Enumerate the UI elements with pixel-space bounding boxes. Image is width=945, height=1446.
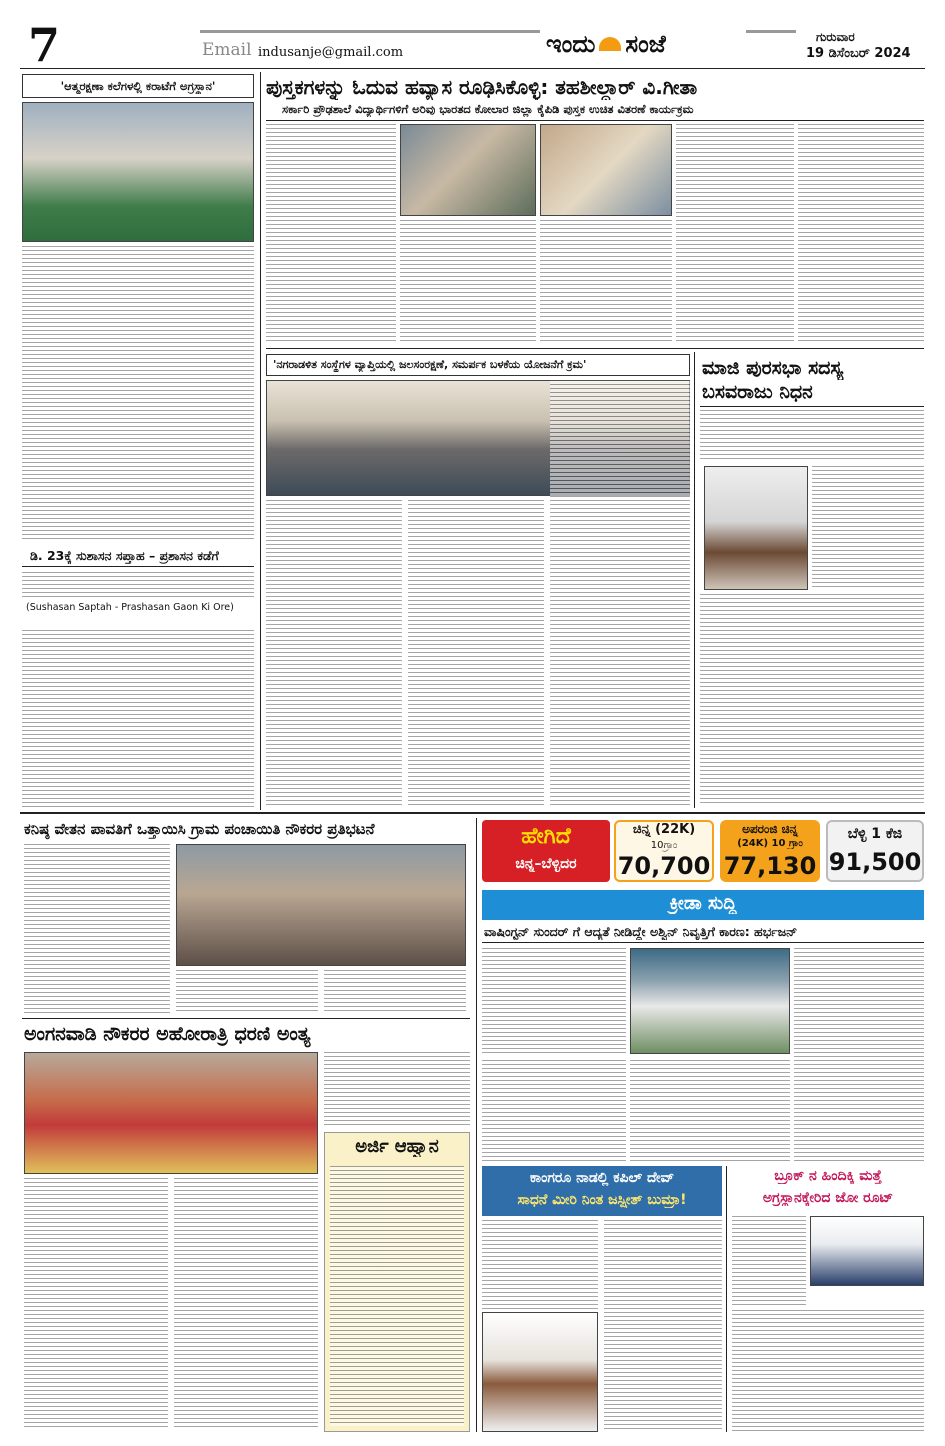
rates-title-2: ಚಿನ್ನ–ಬೆಳ್ಳಿದರ bbox=[515, 856, 577, 872]
date: 19 ಡಿಸೆಂಬರ್ 2024 bbox=[806, 46, 911, 61]
obituary-text-top bbox=[700, 410, 924, 462]
panchayat-col-2 bbox=[176, 970, 318, 1014]
sports-photo bbox=[630, 948, 790, 1054]
column-divider-1 bbox=[260, 72, 261, 810]
panchayat-col-3 bbox=[324, 970, 466, 1014]
books-col-1 bbox=[266, 124, 396, 250]
sports-col-1 bbox=[482, 948, 626, 1056]
root-headline-1: ಬ್ರೂಕ್ ನ ಹಿಂದಿಕ್ಕಿ ಮತ್ತೆ bbox=[774, 1168, 882, 1184]
sushasan-rule bbox=[22, 566, 254, 567]
bumrah-photo bbox=[482, 1312, 598, 1432]
anganwadi-col-1 bbox=[24, 1178, 168, 1430]
email-address[interactable]: indusanje@gmail.com bbox=[258, 45, 404, 60]
books-bottom-rule bbox=[266, 348, 924, 349]
obituary-text-side bbox=[812, 466, 924, 590]
urban-headline: 'ನಗರಾಡಳಿತ ಸಂಸ್ಥೆಗಳ ವ್ಯಾಪ್ತಿಯಲ್ಲಿ ಜಲಸಂರಕ್ಷಣೆ, ಸಮರ್ಪಕ ಬಳಕೆಯ ಯೋಜನೆಗೆ ಕ್ರಮ' bbox=[273, 358, 587, 371]
urban-col-1 bbox=[266, 500, 402, 806]
books-col-2 bbox=[266, 252, 396, 344]
email-label: Email bbox=[202, 40, 252, 60]
weekday: ಗುರುವಾರ bbox=[816, 30, 855, 44]
column-divider-4 bbox=[726, 1166, 727, 1432]
panchayat-col-1 bbox=[24, 844, 170, 1014]
gold24-label: ಅಪರಂಜಿ ಚಿನ್ನ bbox=[742, 822, 798, 836]
obituary-text-bottom bbox=[700, 594, 924, 806]
sushasan-english: (Sushasan Saptah - Prashasan Gaon Ki Ore) bbox=[26, 602, 234, 613]
masthead-rule-left bbox=[200, 30, 540, 33]
gold24-sublabel: (24K) 10 ಗ್ರಾಂ bbox=[737, 838, 803, 849]
sports-headline: ವಾಷಿಂಗ್ಟನ್ ಸುಂದರ್ ಗೆ ಆದ್ಯತೆ ನೀಡಿದ್ದೇ ಅಶ್ವಿನ್ ನಿವೃತ್ತಿಗೆ ಕಾರಣ: ಹರ್ಭಜನ್ bbox=[484, 924, 798, 939]
paper-logo bbox=[546, 24, 742, 64]
urban-col-2 bbox=[408, 500, 544, 806]
obituary-headline-2: ಬಸವರಾಜು ನಿಧನ bbox=[702, 381, 813, 403]
gold22-unit: 10ಗ್ರಾಂ bbox=[650, 840, 678, 851]
sports-rule bbox=[482, 942, 924, 943]
karate-headline-box bbox=[22, 74, 254, 98]
section-rule-middle bbox=[20, 812, 925, 814]
paper-name-right: ಸಂಜೆ bbox=[625, 30, 666, 58]
silver-value: 91,500 bbox=[828, 848, 922, 876]
sushasan-headline: ಡಿ. 23ಕ್ಕೆ ಸುಶಾಸನ ಸಪ್ತಾಹ – ಪ್ರಶಾಸನ ಕಡೆಗೆ bbox=[30, 548, 219, 563]
silver-label: ಬೆಳ್ಳಿ 1 ಕೆಜಿ bbox=[847, 826, 903, 842]
application-body-text bbox=[330, 1166, 464, 1426]
books-photo-1 bbox=[400, 124, 536, 216]
masthead-bottom-rule bbox=[20, 68, 925, 69]
root-col-1 bbox=[732, 1216, 806, 1306]
panchayat-rule bbox=[22, 1018, 470, 1019]
column-divider-2 bbox=[694, 352, 695, 808]
root-headline-2: ಅಗ್ರಸ್ಥಾನಕ್ಕೇರಿದ ಜೋ ರೂಟ್ bbox=[762, 1190, 894, 1206]
obituary-rule bbox=[700, 406, 924, 407]
karate-photo bbox=[22, 102, 254, 242]
sports-col-4 bbox=[630, 1060, 790, 1162]
root-col-2 bbox=[732, 1310, 924, 1432]
urban-headline-box bbox=[266, 354, 690, 376]
karate-body-text bbox=[22, 246, 254, 540]
bumrah-headline-2: ಸಾಧನೆ ಮೀರಿ ನಿಂತ ಜಸ್ಪ್ರೀತ್ ಬುಮ್ರಾ! bbox=[517, 1192, 687, 1208]
sun-icon bbox=[599, 37, 621, 51]
bumrah-headline-1: ಕಾಂಗರೂ ನಾಡಲ್ಲಿ ಕಪಿಲ್ ದೇವ್ bbox=[529, 1170, 675, 1186]
bumrah-col-2 bbox=[604, 1220, 722, 1432]
books-rule bbox=[266, 120, 924, 121]
obituary-headline-1: ಮಾಜಿ ಪುರಸಭಾ ಸದಸ್ಯ bbox=[702, 357, 844, 379]
sports-col-2 bbox=[794, 948, 924, 1164]
books-subheadline: ಸರ್ಕಾರಿ ಪ್ರೌಢಶಾಲೆ ವಿದ್ಯಾರ್ಥಿಗಳಿಗೆ ಅರಿವು ಭಾರತದ ಕೋಲಾರ ಜಿಲ್ಲಾ ಕೈಪಿಡಿ ಪುಸ್ತಕ ಉಚಿತ ವಿತರಣೆ ಕಾರ್ಯಕ್ರಮ bbox=[282, 102, 694, 116]
column-divider-3 bbox=[476, 818, 477, 1432]
application-headline: ಅರ್ಜಿ ಆಹ್ವಾನ bbox=[355, 1136, 439, 1157]
obituary-portrait bbox=[704, 466, 808, 590]
books-col-5 bbox=[676, 124, 794, 344]
panchayat-headline: ಕನಿಷ್ಠ ವೇತನ ಪಾವತಿಗೆ ಒತ್ತಾಯಿಸಿ ಗ್ರಾಮ ಪಂಚಾಯಿತಿ ನೌಕರರ ಪ್ರತಿಭಟನೆ bbox=[24, 820, 375, 838]
urban-col-3 bbox=[550, 380, 690, 806]
anganwadi-col-2 bbox=[174, 1178, 318, 1430]
anganwadi-headline: ಅಂಗನವಾಡಿ ನೌಕರರ ಅಹೋರಾತ್ರಿ ಧರಣಿ ಅಂತ್ಯ bbox=[24, 1023, 311, 1045]
bumrah-col-1 bbox=[482, 1220, 598, 1310]
sushasan-body-text-b bbox=[22, 630, 254, 808]
sports-section-title: ಕ್ರೀಡಾ ಸುದ್ದಿ bbox=[669, 893, 737, 914]
gold24-value: 77,130 bbox=[723, 852, 817, 880]
gold22-value: 70,700 bbox=[617, 852, 711, 880]
anganwadi-col-3 bbox=[324, 1052, 470, 1128]
paper-name-left: ಇಂದು bbox=[546, 30, 596, 58]
anganwadi-photo bbox=[24, 1052, 318, 1174]
sports-col-3 bbox=[482, 1060, 626, 1162]
masthead-rule-right bbox=[746, 30, 796, 33]
page-number: 7 bbox=[28, 22, 61, 68]
sushasan-body-text-a bbox=[22, 572, 254, 600]
books-photo-2 bbox=[540, 124, 672, 216]
panchayat-photo bbox=[176, 844, 466, 966]
books-headline: ಪುಸ್ತಕಗಳನ್ನು ಓದುವ ಹವ್ಯಾಸ ರೂಢಿಸಿಕೊಳ್ಳಿ: ತಹಶೀಲ್ದಾರ್ ವಿ.ಗೀತಾ bbox=[266, 75, 698, 99]
books-col-3 bbox=[400, 220, 536, 344]
gold22-label: ಚಿನ್ನ (22K) bbox=[632, 822, 696, 837]
root-photo bbox=[810, 1216, 924, 1286]
rates-title-1: ಹೇಗಿದೆ bbox=[521, 824, 571, 849]
karate-headline: 'ಆತ್ಮರಕ್ಷಣಾ ಕಲೆಗಳಲ್ಲಿ ಕರಾಟೆಗೆ ಅಗ್ರಸ್ಥಾನ' bbox=[60, 78, 216, 93]
books-col-4 bbox=[540, 220, 672, 344]
books-col-6 bbox=[798, 124, 924, 344]
